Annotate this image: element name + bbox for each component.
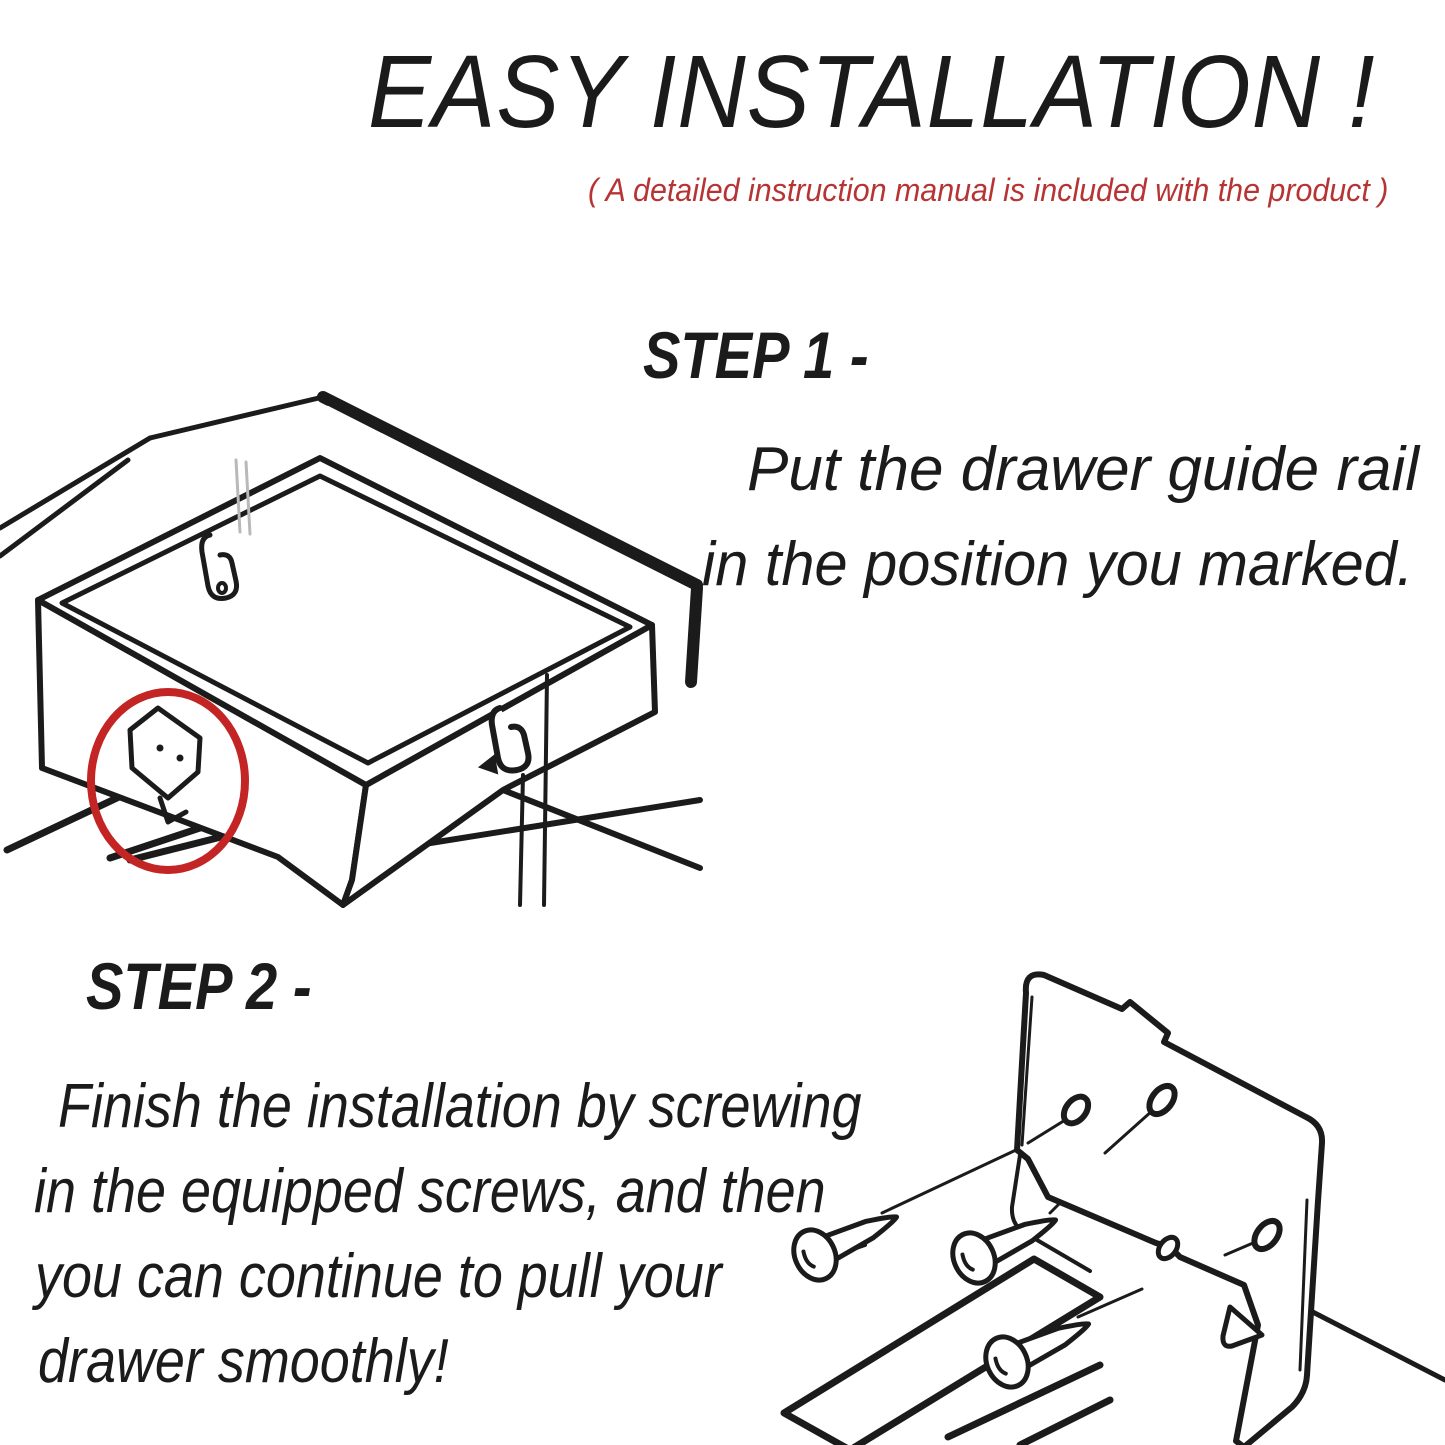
step1-line: Put the drawer guide rail	[747, 435, 1420, 504]
step2-heading: STEP 2 -	[86, 949, 312, 1023]
subtitle-note: ( A detailed instruction manual is included with the product )	[588, 172, 1389, 208]
rear-bracket-plate	[1012, 974, 1322, 1445]
panel-edge-line	[1303, 1307, 1445, 1380]
step2-line: in the equipped screws, and then	[34, 1157, 826, 1226]
step2-line: Finish the installation by screwing	[58, 1072, 862, 1141]
step1-heading: STEP 1 -	[643, 318, 869, 392]
slide-rail	[784, 1259, 1110, 1445]
bracket-screws-illustration	[770, 945, 1445, 1445]
screw-icon	[786, 1193, 908, 1287]
step2-line: you can continue to pull your	[35, 1242, 722, 1311]
step2-line: drawer smoothly!	[38, 1327, 449, 1396]
drawer-guide-rail-illustration	[0, 360, 700, 910]
step1-line: in the position you marked.	[702, 530, 1414, 599]
page-title: EASY INSTALLATION !	[368, 34, 1376, 149]
